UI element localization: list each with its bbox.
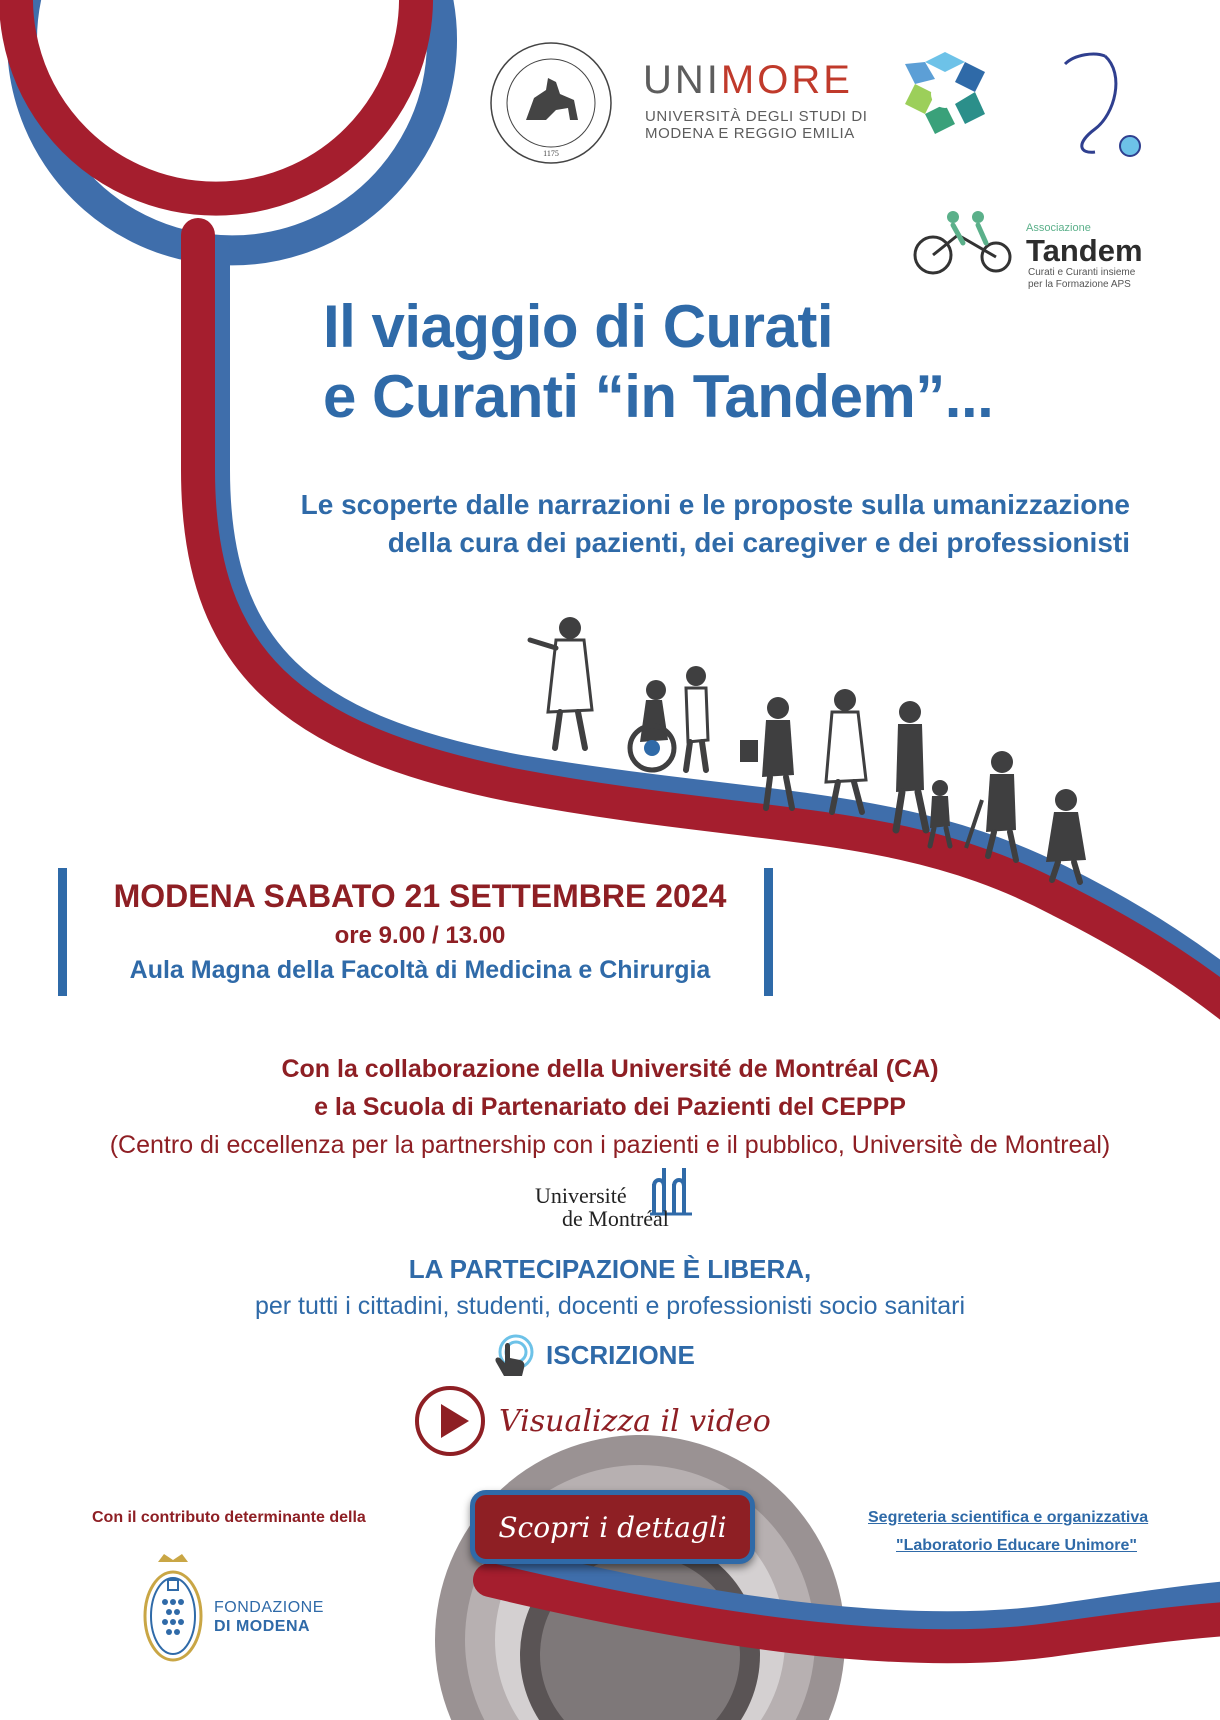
- man-figure: [896, 701, 926, 830]
- seal-year: 1175: [543, 149, 559, 158]
- details-button[interactable]: Scopri i dettagli: [470, 1490, 755, 1564]
- video-label[interactable]: Visualizza il video: [499, 1403, 771, 1439]
- secretariat-link-1[interactable]: Segreteria scientifica e organizzativa: [868, 1509, 1149, 1526]
- participation-subtitle: per tutti i cittadini, studenti, docenti e professionisti socio sanitari: [254, 1292, 966, 1320]
- hand-pointer-icon: [490, 1332, 536, 1378]
- tandem-tagline-1: Curati e Curanti insieme: [1028, 267, 1136, 278]
- collaboration-line-3: (Centro di eccellenza per la partnership con i pazienti e il pubblico, Universitè de Montreal): [109, 1131, 1111, 1159]
- title-line-2: e Curanti “in Tandem”...: [323, 363, 994, 430]
- tandem-name: Tandem: [1026, 233, 1143, 268]
- fondazione-name-2: DI MODENA: [214, 1618, 311, 1635]
- fondazione-name-1: FONDAZIONE: [214, 1599, 324, 1616]
- event-time: ore 9.00 / 13.00: [334, 922, 506, 949]
- unimore-brand-more: MORE: [720, 58, 853, 102]
- page-title: [323, 292, 1203, 432]
- fondazione-crest: [138, 1550, 208, 1670]
- contribution-text: Con il contributo determinante della: [92, 1509, 366, 1526]
- subtitle-line-2: della cura dei pazienti, dei caregiver e dei professionisti: [387, 527, 1130, 558]
- video-link[interactable]: [413, 1384, 771, 1458]
- event-date: MODENA SABATO 21 SETTEMBRE 2024: [113, 878, 727, 914]
- play-icon: [413, 1384, 487, 1458]
- secretariat-link-2[interactable]: "Laboratorio Educare Unimore": [896, 1537, 1137, 1554]
- tandem-tagline-2: per la Formazione APS: [1028, 279, 1131, 290]
- subtitle-line-1: Le scoperte dalle narrazioni e le proposte sulla umanizzazione: [300, 489, 1130, 520]
- nurse-figure: [826, 689, 866, 812]
- educare-logo: [895, 44, 1170, 169]
- unimore-brand-uni: UNI: [643, 58, 721, 102]
- collaboration-line-1: Con la collaborazione della Université de Montréal (CA): [281, 1055, 939, 1083]
- page-subtitle: [300, 486, 1130, 562]
- wheelchair-figure: [630, 666, 708, 770]
- unimore-subline-2: MODENA E REGGIO EMILIA: [645, 125, 855, 142]
- udem-logo-line-2: de Montréal: [562, 1206, 669, 1231]
- collaboration-line-2: e la Scuola di Partenariato dei Pazienti del CEPPP: [314, 1093, 906, 1121]
- signup-label[interactable]: ISCRIZIONE: [546, 1339, 695, 1370]
- signup-link[interactable]: [490, 1330, 695, 1380]
- unimore-subtitle: [645, 108, 885, 142]
- unimore-brand: [643, 58, 853, 103]
- title-line-1: Il viaggio di Curati: [323, 293, 834, 360]
- doctor-figure: [530, 617, 592, 748]
- university-seal: [486, 38, 616, 168]
- udem-logo-line-1: Université: [535, 1183, 627, 1208]
- event-bar-left: [58, 868, 67, 996]
- tandem-assoc: Associazione: [1026, 222, 1091, 234]
- unimore-subline-1: UNIVERSITÀ DEGLI STUDI DI: [645, 108, 868, 125]
- tandem-bike-icon: [908, 205, 1168, 295]
- participation-title: LA PARTECIPAZIONE È LIBERA,: [408, 1254, 812, 1284]
- event-place: Aula Magna della Facoltà di Medicina e Chirurgia: [129, 956, 711, 984]
